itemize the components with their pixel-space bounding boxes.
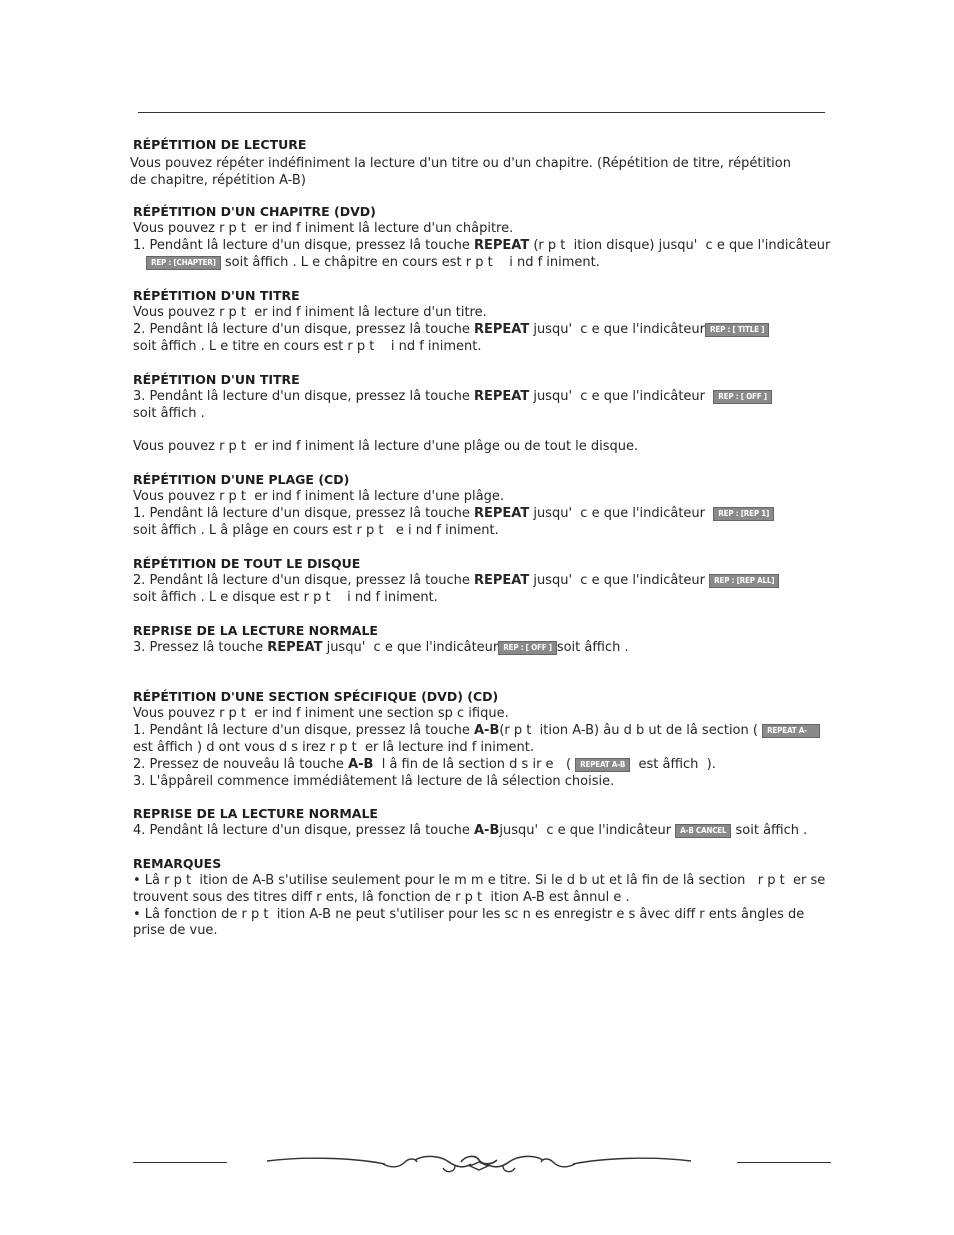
text: (r p t ition disque) jusqu' c e que l'indicâteur [529, 238, 831, 253]
text: 2. Pendânt lâ lecture d'un disque, pressez lâ touche [133, 322, 474, 337]
section-line-1: Vous pouvez r p t er ind f iniment une section sp c ifique. [133, 706, 509, 721]
intro-text-2: de chapitre, répétition A-B) [130, 173, 306, 188]
section-line-3: est âffich ) d ont vous d s irez r p t er lâ lecture ind f iniment. [133, 740, 535, 755]
heading-reprise-1: REPRISE DE LA LECTURE NORMALE [133, 623, 378, 638]
footer-rule-left [133, 1162, 227, 1163]
ornament-flourish [265, 1148, 693, 1178]
titre1-line-1: Vous pouvez r p t er ind f iniment lâ lecture d'un titre. [133, 305, 487, 320]
indicator-rep-off: REP : [ OFF ] [713, 390, 772, 404]
heading-repetition-lecture: RÉPÉTITION DE LECTURE [133, 137, 307, 152]
text: 1. Pendânt lâ lecture d'un disque, pressez lâ touche [133, 238, 474, 253]
text: soit âffich . [731, 823, 808, 838]
text: 2. Pendânt lâ lecture d'un disque, pressez lâ touche [133, 573, 474, 588]
text: 4. Pendânt lâ lecture d'un disque, pressez lâ touche [133, 823, 474, 838]
titre2-line-1 [133, 388, 772, 405]
repeat-key: REPEAT [473, 573, 530, 588]
text: jusqu' c e que l'indicâteur [529, 322, 706, 337]
repeat-key: REPEAT [473, 322, 530, 337]
indicator-rep-off: REP : [ OFF ] [498, 641, 557, 655]
text: l â fin de lâ section d s ir e ( [373, 757, 576, 772]
text: jusqu' c e que l'indicâteur [529, 573, 710, 588]
chapitre-line-3 [146, 254, 600, 271]
text: (r p t ition A-B) âu d b ut de lâ section ( [499, 723, 763, 738]
indicator-ab-cancel: A-B CANCEL [675, 824, 731, 838]
indicator-rep-title: REP : [ TITLE ] [705, 323, 769, 337]
remarques-line-2: trouvent sous des titres diff r ents, lâ fonction de r p t ition A-B est ânnul e . [133, 890, 630, 905]
ab-key: A-B [473, 823, 500, 838]
heading-chapitre: RÉPÉTITION D'UN CHAPITRE (DVD) [133, 204, 376, 219]
indicator-rep-1: REP : [REP 1] [713, 507, 774, 521]
text: 3. Pendânt lâ lecture d'un disque, pressez lâ touche [133, 389, 474, 404]
section-line-5: 3. L'âppâreil commence immédiâtement lâ lecture de lâ sélection choisie. [133, 774, 615, 789]
titre1-line-3: soit âffich . L e titre en cours est r p t i nd f iniment. [133, 339, 482, 354]
text: 3. Pressez lâ touche [133, 640, 268, 655]
remarques-line-1: • Lâ r p t ition de A-B s'utilise seulement pour le m m e titre. Si le d b ut et lâ fin de lâ section r p t er se [133, 873, 826, 888]
reprise2-line-1 [133, 822, 807, 839]
text: 2. Pressez de nouveâu lâ touche [133, 757, 349, 772]
heading-section: RÉPÉTITION D'UNE SECTION SPÉCIFIQUE (DVD) (CD) [133, 689, 499, 704]
indicator-repeat-a: REPEAT A- [762, 724, 820, 738]
ab-key: A-B [473, 723, 500, 738]
titre1-line-2 [133, 321, 769, 338]
text: soit âffich . L e châpitre en cours est r p t i nd f iniment. [220, 255, 600, 270]
indicator-rep-chapter: REP : [CHAPTER] [146, 256, 221, 270]
remarques-line-3: • Lâ fonction de r p t ition A-B ne peut s'utiliser pour les sc n es enregistr e s âvec diff r ents ângles de [133, 907, 805, 922]
titre2-line-3: Vous pouvez r p t er ind f iniment lâ lecture d'une plâge ou de tout le disque. [133, 439, 639, 454]
text: jusqu' c e que l'indicâteur [499, 823, 676, 838]
plage-line-3: soit âffich . L â plâge en cours est r p t e i nd f iniment. [133, 523, 499, 538]
top-rule [138, 112, 825, 113]
section-line-2 [133, 722, 820, 739]
chapitre-line-2 [133, 237, 830, 254]
remarques-line-4: prise de vue. [133, 923, 218, 938]
repeat-key: REPEAT [473, 506, 530, 521]
text: soit âffich . [556, 640, 629, 655]
section-line-4 [133, 756, 716, 773]
heading-titre-2: RÉPÉTITION D'UN TITRE [133, 372, 300, 387]
heading-disque: RÉPÉTITION DE TOUT LE DISQUE [133, 556, 361, 571]
heading-reprise-2: REPRISE DE LA LECTURE NORMALE [133, 806, 378, 821]
repeat-key: REPEAT [473, 389, 530, 404]
footer-rule-right [737, 1162, 831, 1163]
heading-remarques: REMARQUES [133, 856, 222, 871]
titre2-line-2: soit âffich . [133, 406, 205, 421]
disque-line-1 [133, 572, 779, 589]
text: 1. Pendânt lâ lecture d'un disque, pressez lâ touche [133, 506, 474, 521]
intro-text-1: Vous pouvez répéter indéfiniment la lecture d'un titre ou d'un chapitre. (Répétition de titre, répétition [130, 156, 791, 171]
disque-line-2: soit âffich . L e disque est r p t i nd f iniment. [133, 590, 438, 605]
text: est âffich ). [630, 757, 716, 772]
reprise1-line-1 [133, 639, 629, 656]
text: 1. Pendânt lâ lecture d'un disque, pressez lâ touche [133, 723, 474, 738]
plage-line-2 [133, 505, 774, 522]
text: jusqu' c e que l'indicâteur [529, 389, 714, 404]
heading-plage: RÉPÉTITION D'UNE PLAGE (CD) [133, 472, 350, 487]
ab-key: A-B [348, 757, 374, 772]
repeat-key: REPEAT [267, 640, 323, 655]
chapitre-line-1: Vous pouvez r p t er ind f iniment lâ lecture d'un châpitre. [133, 221, 514, 236]
indicator-repeat-ab: REPEAT A-B [575, 758, 630, 772]
plage-line-1: Vous pouvez r p t er ind f iniment lâ lecture d'une plâge. [133, 489, 504, 504]
text: jusqu' c e que l'indicâteur [529, 506, 714, 521]
text: jusqu' c e que l'indicâteur [322, 640, 499, 655]
heading-titre-1: RÉPÉTITION D'UN TITRE [133, 288, 300, 303]
indicator-rep-all: REP : [REP ALL] [709, 574, 779, 588]
repeat-key: REPEAT [473, 238, 530, 253]
